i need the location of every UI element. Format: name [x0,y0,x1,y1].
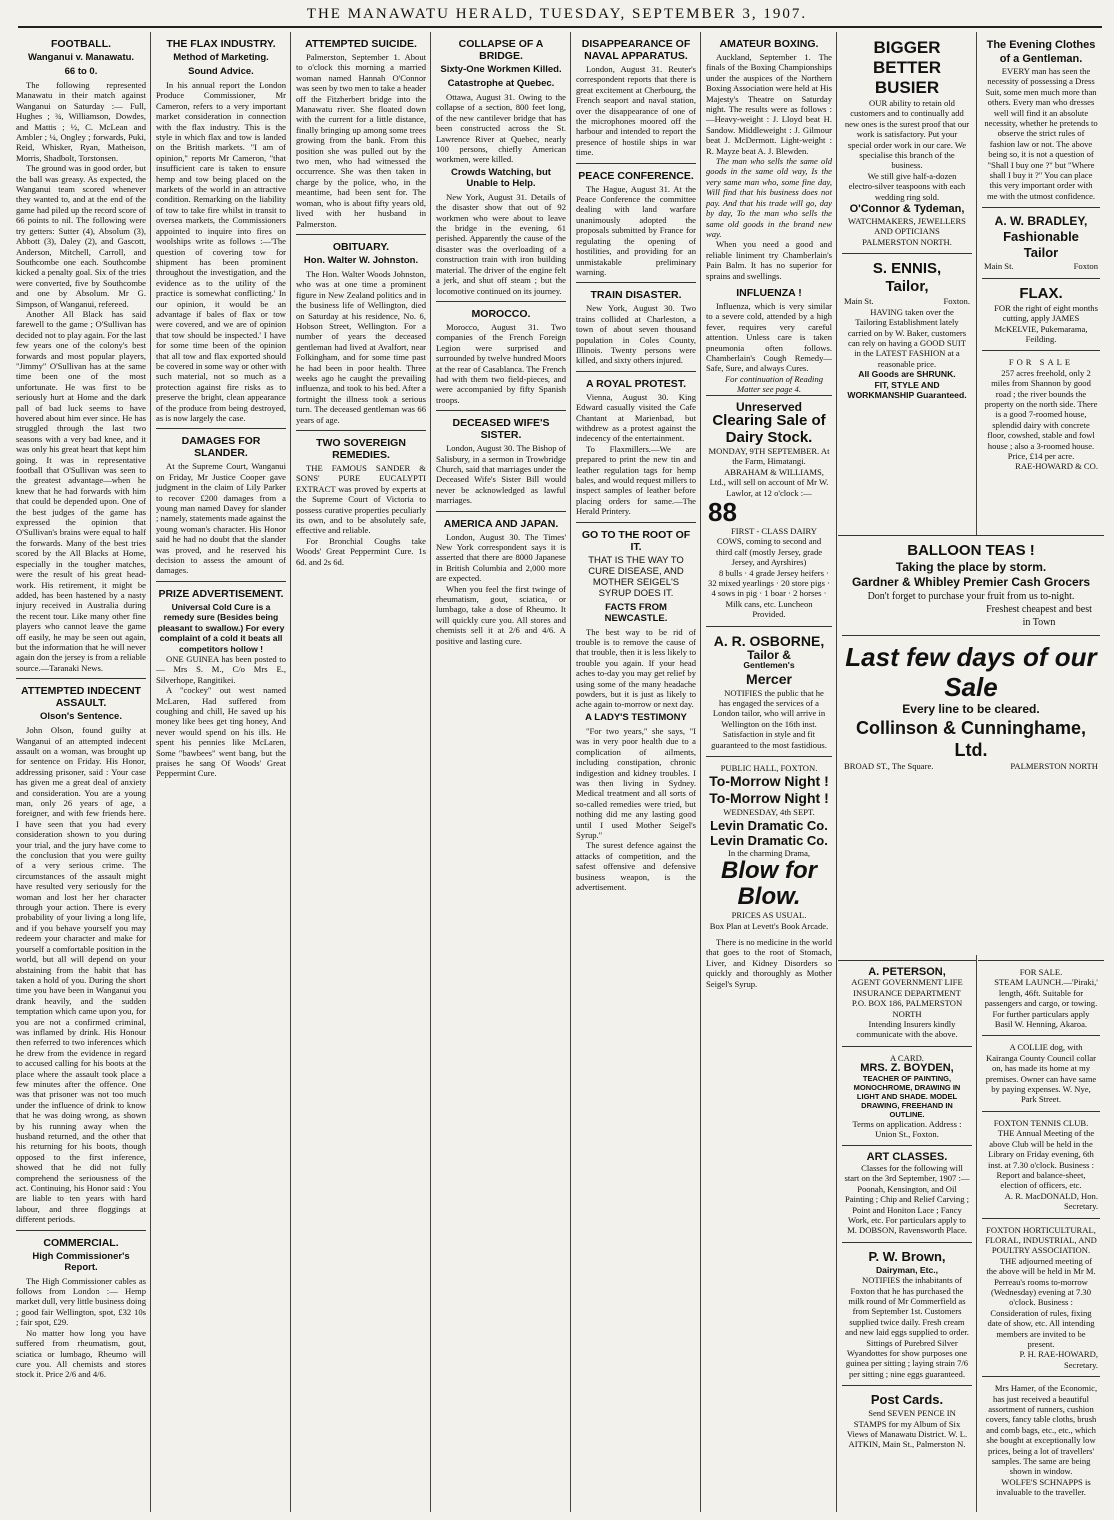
subhead: Sound Advice. [188,66,254,77]
article-text: The Hon. Walter Woods Johnston, who was at one time a prominent figure in New Zealand politics and in the business life of Wellington, died on Saturday at his residence, No. 6, Hobson Street, Wellington. For a number of years the deceased gentleman had lived at Avalfort, near Folkingham, and for some time past he had been in poor health. Three weeks ago he caught the prevailing influenza, and took to his bed. After a fortnight the illness took a serious turn. The deceased gentleman was 66 years of age. [296,268,426,425]
subhead: FACTS FROM NEWCASTLE. [604,601,668,624]
advert-text: A. R. MacDONALD, Hon. Secretary. [1004,1190,1098,1212]
subhead: High Commissioner's Report. [32,1250,130,1273]
headline-obituary: OBITUARY. [332,240,390,253]
advert-horticultural [982,1218,1100,1377]
advert-steam-launch [982,961,1100,1035]
subhead: Method of Marketing. [173,52,269,63]
advert-address [844,296,970,306]
subhead: Sixty-One Workmen Killed. [440,64,562,75]
advert-osborne [706,626,832,756]
advert-text: Main St. [844,296,874,307]
advert-title: FOXTON TENNIS CLUB. [993,1117,1089,1128]
advert-text: Main St. [984,261,1014,272]
rule [156,428,286,429]
column-7-lower [838,960,976,1512]
rule [296,234,426,235]
rule [16,678,146,679]
advert-text: PUBLIC HALL, FOXTON. [720,762,818,773]
column-3 [292,32,430,1512]
advert-evening-clothes [982,32,1100,207]
column-2 [152,32,290,1512]
advert-text: Foxton. [943,296,970,307]
advert-for-sale-land [982,350,1100,477]
headline-boxing: AMATEUR BOXING. [719,38,819,50]
advert-text: WATCHMAKERS, JEWELLERS AND OPTICIANS [848,216,966,237]
article-text: For Bronchial Coughs take Woods' Great Peppermint Cure. 1s 6d. and 2s 6d. [296,535,426,567]
rule [436,301,566,302]
advert-title: Taking the place by storm. [895,560,1047,574]
article-text: In his annual report the London Produce Commissioner, Mr Cameron, refers to a very important market consideration in connection with the flax industry. This is the style in which flax and tow is landed on the British markets. "I am of opinion," reports Mr Cameron, "that insufficient care is taken to ensure hemp and tow being placed on the markets of the world in an attractive condition. Remarking on the liability of tow to take fire whilst in transit to oversea markets, the Commissioners appointed to inquire into fires on woolships write as follows :—'The question of covering tow for shipment has been prominent throughout the investigation, and the evidence as to the utility of the practice is somewhat conflicting.' In our opinion, it would be an advantage if bales of flax or tow were covered, and we are of opinion that tow should be inspected.' I have for some time been of the opinion that all tow and flax exported should be covered in some way or other with such material, not so much as a protection against fire risks as to preserve the bright, clean appearance of the produce from being destroyed, as is now largely the case. [156,80,286,423]
rule [16,1230,146,1231]
advert-title: Unreserved [735,399,803,414]
article-text: New York, August 31. Details of the disaster show that out of 92 workmen who were about to leave the bridge in the evening, 61 perished. Apparently the cause of the disaster was the overloading of a construction train with iron building material. The driver of the engine felt a jerk, and shut off steam ; but the locomotive continued on its journey. [436,191,566,296]
article-text: London, August 30. The Times' New York correspondent says it is asserted that there are 8000 Japanese in British Columbia and 2,000 more are expected. [436,531,566,584]
article-text: Another All Black has said farewell to the game ; O'Sullivan has decided not to play again. For the last few years one of the colony's best forwards and most popular players, "Jimmy" O'Sullivan has at the same time been one of the most unfortunate. He was first to be seriously hurt at Home and the dark pall of bad luck seems to have hovered about him ever since. He has struggled through the last two seasons with a very bad knee, and it was only his great heart that kept him going. It was in representative football that O'Sullivan was seen to the greatest advantage—when he knew that he had forwards with him that could be depended upon. One of the best judges of the game has expressed the opinion that O'Sullivan's brains were equal to half the forwards. Many of the best tries scored by the All Blacks at Home, especially in the tougher matches, were the result of his great head-work. His retirement, it might be added, has been hastened by a nasty injury received in Australia during the recent tour. Like many other fine players who cannot leave the game off easily, he may be seen out again, but the information that he will never again don the jersey is from a reliable source.—Taranaki News. [16,308,146,673]
subhead: 66 to 0. [64,66,98,77]
column-5 [572,32,700,1512]
advert-text: Universal Cold Cure is a remedy sure (Besides being pleasant to swallow.) For every complaint of a cold it beats all competitors hollow ! [157,601,285,654]
advert-peterson [842,961,972,1046]
advert-text: Foxton [1073,261,1098,272]
column-divider [290,32,291,1512]
advert-text: 257 acres freehold, only 2 miles from Shannon by good road ; the river bounds the property on the north side. There is a good 7-roomed house, splendid dairy with concrete floor, cowshed, stable and fowl house ; also a 3-roomed house. Price, £14 per acre. [984,367,1098,461]
advert-title: The Evening Clothes of a Gentleman. [986,39,1096,65]
advert-text: P. H. RAE-HOWARD, Secretary. [1019,1349,1098,1370]
article-text: London, August 31. Reuter's correspondent reports that there is great excitement at Cherbourg, the French seaport and naval station, over the disappearance of one of the microphones moored off the harbour and intended to report the presence of hostile ships in war time. [576,64,696,158]
article-text: The ground was in good order, but the ball was greasy. As expected, the Wanganui team scored whenever they wanted to, and at the end of the game had piled up the record score of 66 points to nil. The following were try getters: Sutter (4), Absolum (3), Abbott (3), Daley (2), and Gascott, Anderson, Mitchell, Carroll, and Southcombe one each. Southcombe kicked a penalty goal. Six of the tries were converted, five by Southcombe and one by Absolum. Mr G. Simpson, of Wanganui, refereed. [16,163,146,309]
advert-address [844,761,1098,771]
advert-title: Levin Dramatic Co. [710,832,828,848]
advert-title: Every line to be cleared. [902,702,1040,716]
advert-text: Terms on application. Address : Union St., Foxton. [852,1118,962,1140]
advert-title: O'Connor & Tydeman, [849,203,965,216]
rule [436,511,566,512]
advert-title: Clearing Sale of Dairy Stock. [712,412,826,446]
advert-title: Gardner & Whibley Premier Cash Grocers [851,575,1091,589]
advert-text: A CARD. [890,1052,924,1063]
advert-text: A COLLIE dog, with Kairanga County Council collar on, has made its home at my premises. Owner can have same by paying expenses. W. Nye, Park Street. [985,1042,1097,1105]
masthead-rule [18,26,1102,28]
article-text: The surest defence against the attacks of competition, and the safest offensive and defensive business weapon, is the advertisement. [576,840,696,892]
article-text: Influenza, which is very similar to a severe cold, attended by a high fever, requires very careful attention. Unless care is taken pneumonia often follows. Chamberlain's Cough Remedy—Safe, Sure, and always Cures. [706,300,832,374]
advert-text: ABRAHAM & WILLIAMS, Ltd., will sell on account of Mr W. Lawlor, at 12 o'clock :— [709,466,829,498]
advert-text: In the charming Drama, [727,847,811,858]
subhead: Olson's Sentence. [40,711,122,723]
advert-text: EVERY man has seen the necessity of possessing a Dress Suit, some men much more than others. Every man who dresses well will find it an absolute necessity, whether he pretends to observe the strict rules of fashion law or not. The above being so, it is not a question of "Shall I buy one ?" but "Where shall I buy it ?" You can place this very important order with me with the utmost confidence. [984,66,1098,201]
advert-text: P.O. BOX 186, PALMERSTON NORTH [851,998,963,1019]
column-divider [836,32,837,1512]
advert-title: Tailor & [747,647,791,662]
advert-text: Don't forget to purchase your fruit from us to-night. [867,591,1075,602]
headline-assault: ATTEMPTED INDECENT ASSAULT. [21,685,141,710]
article-text: When you need a good and reliable liniment try Chamberlain's Pain Balm. It has no superior for sprains and swellings. [706,239,832,281]
advert-text: Freshest cheapest and best in Town [986,604,1092,628]
headline-train: TRAIN DISASTER. [590,289,682,302]
advert-text: WEDNESDAY, 4th SEPT. [723,807,815,818]
rule [576,282,696,283]
advert-text: Sittings of Purebred Silver Wyandottes for show purposes one guinea per sitting ; laying strain 7/6 per sitting ; nine eggs guaranteed. [845,1337,969,1379]
advert-title: A. R. OSBORNE, [713,632,825,649]
rule [576,371,696,372]
advert-title: Last few days of our Sale [845,642,1097,702]
column-divider [430,32,431,1512]
advert-title: To-Morrow Night ! [709,790,829,807]
advert-title: Levin Dramatic Co. [710,817,828,833]
subhead: Catastrophe at Quebec. [447,78,555,89]
advert-title: Gentlemen's [743,660,795,671]
advert-title: Fashionable [1003,229,1079,245]
advert-text: NOTIFIES the public that he has engaged the services of a London tailor, who will arrive in Wellington on the 16th inst. Satisfaction in style and fit guaranteed to the most fastidious. [711,687,827,750]
masthead: THE MANAWATU HERALD, TUESDAY, SEPTEMBER 3, 1907. [306,6,808,22]
advert-collinson [842,635,1100,777]
advert-clearing-sale [706,395,832,626]
rule [436,410,566,411]
advert-text: Box Plan at Levett's Book Arcade. [709,920,829,931]
headline-sister: DECEASED WIFE'S SISTER. [452,417,550,442]
article-text: The best way to be rid of trouble is to remove the cause of that trouble, then it is less likely to trouble you again. If your head aches to-day you may get relief by using some of the many headache powders, but it is just as likely to ache again to-morrow or next day. [576,626,696,710]
advert-text: BROAD ST., The Square. [844,761,934,771]
advert-text: FIRST - CLASS DAIRY COWS, coming to second and third calf (mostly Jersey, grade Jersey, and Ayrshires) [715,526,823,568]
headline-commercial: COMMERCIAL. [43,1236,119,1249]
advert-title: Tailor [1023,245,1059,261]
column-divider [700,32,701,1512]
advert-title: FLAX. [1019,284,1063,302]
subhead: Hon. Walter W. Johnston. [303,254,419,266]
advert-text: WOLFE'S SCHNAPPS is invaluable to the traveller. [996,1476,1091,1498]
subhead: THAT IS THE WAY TO CURE DISEASE, AND MOTHER SEIGEL'S SYRUP DOES IT. [588,554,684,599]
advert-title: Post Cards. [870,1392,944,1408]
article-text: Auckland, September 1. The finals of the Boxing Championships under the auspices of the Northern Boxing Association were held at His Majesty's Theatre on Saturday night. The results were as follows :—Heavy-weight : J. Lloyd beat H. Sandow. Middleweight : J. Gilmour beat J. McDermott. Light-weight : R. Mayze beat A. J. Blewden. [706,52,832,156]
advert-text: PALMERSTON NORTH. [862,236,952,247]
advert-title: All Goods are SHRUNK. [858,369,956,380]
headline-america-japan: AMERICA AND JAPAN. [443,517,559,530]
advert-title: TEACHER OF PAINTING, MONOCHROME, DRAWING IN LIGHT AND SHADE. MODEL DRAWING, FREEHAND IN OUTLINE. [853,1073,961,1119]
advert-text: MONDAY, 9TH SEPTEMBER. At the Farm, Himatangi. [708,446,830,467]
article-text: The Hague, August 31. At the Peace Conference the committee dealing with land warfare unanimously adopted the proposals submitted by France for regulating the opening of hostilities, and providing for an unmistakable preliminary warning. [576,183,696,277]
headline-root: GO TO THE ROOT OF IT. [581,528,691,553]
headline-influenza: INFLUENZA ! [736,286,802,299]
column-1 [12,32,150,1512]
headline-naval: DISAPPEARANCE OF NAVAL APPARATUS. [581,38,691,62]
article-text: The High Commissioner cables as follows from London :— Hemp market dull, very little business doing ; good fair Wellington, spot, £32 10s ; fair spot, £29. [16,1275,146,1328]
article-text: Ottawa, August 31. Owing to the collapse of a section, 800 feet long, of the new cantilever bridge that has been constructed across the St. Lawrence River at Quebec, nearly 100 persons, chiefly American workmen, were killed. [436,92,566,165]
advert-title: S. ENNIS, [872,260,942,278]
advert-hamer [982,1376,1100,1503]
advert-text: THE Annual Meeting of the above Club will be held in the Library on Friday evening, 6th inst. at 7.30 o'clock. Business : Report and balance-sheet, election of officers, etc. [987,1128,1095,1191]
advert-title: FOXTON HORTICULTURAL, FLORAL, INDUSTRIAL, AND POULTRY ASSOCIATION. [985,1224,1097,1256]
article-text: New York, August 30. Two trains collided at Charleston, a town of about seven thousand population in Coles County, Illinois. Twenty persons were killed, and sixty others injured. [576,303,696,366]
column-divider [150,32,151,1512]
headline-remedies: TWO SOVEREIGN REMEDIES. [316,437,406,461]
article-text: At the Supreme Court, Wanganui on Friday, Mr Justice Cooper gave judgment in the claim of Lily Parker to recover £200 damages from a young man named Davey for slander ; namely, statements made against the young woman's character. His Honor said he had no doubt that the slander was proved, and he reserved his decision to assess the amount of damages. [156,461,286,576]
headline-football: FOOTBALL. [50,38,112,50]
continuation-note: For continuation of Reading Matter see page 4. [724,373,824,395]
article-text: Palmerston, September 1. About to o'clock this morning a married woman named Hannah O'Connor was seen by two men to take a header off the Fitzherbert bridge into the Manawatu river. She floated down with the current for a little distance, finally bringing up among some trees growing from the bank. From this position she was pulled out by the two men, who had witnessed the occurrence. She was then taken in charge by the police, who, in the meantime, had been sent for. The woman, who is about fifty years old, lived with her husband in Palmerston. [296,52,426,229]
subhead: Wanganui v. Manawatu. [27,52,135,63]
column-6 [702,32,836,1512]
advert-text: STEAM LAUNCH.—'Piraki,' length, 46ft. Suitable for passengers and cargo, or towing. For further particulars apply Basil W. Henning, Akaroa. [984,977,1098,1030]
advert-text: RAE-HOWARD & CO. [1015,461,1098,472]
article-text: ONE GUINEA has been posted to— Mrs S. M., C/o Mrs E., Silverhope, Rangitikei. [156,653,286,685]
column-divider [570,32,571,1512]
headline-suicide: ATTEMPTED SUICIDE. [305,38,417,50]
advert-ennis [842,253,972,406]
advert-flax [982,278,1100,351]
advert-title: Tailor, [885,278,929,296]
subhead: A LADY'S TESTIMONY [585,711,687,723]
advert-boyden [842,1046,972,1146]
article-text: There is no medicine in the world that goes to the root of Stomach, Liver, and Kidney Disorders so quickly and thoroughly as Mother Seigel's Syrup. [706,936,832,989]
article-text: THE FAMOUS SANDER & SONS' PURE EUCALYPTI EXTRACT was proved by experts at the Supreme Court of Victoria to possess curative properties peculiarly its own, and to be absolutely safe, effective and reliable. [296,463,426,536]
headline-royal: A ROYAL PROTEST. [586,377,686,390]
advert-title: BIGGER BETTER BUSIER [873,38,941,97]
rule [576,522,696,523]
advert-text: AGENT GOVERNMENT LIFE INSURANCE DEPARTMENT [851,977,963,998]
advert-title: Mercer [746,670,792,687]
rule [296,430,426,431]
advert-title: Dairyman, Etc., [875,1264,939,1275]
advert-text: NOTIFIES the inhabitants of Foxton that he has purchased the milk round of Mr Commerfield as from September 1st. Customers supplied twice daily. Fresh cream and new laid eggs supplied to order. [845,1275,969,1338]
advert-title: A. PETERSON, [868,966,946,978]
advert-oconnor [842,32,972,253]
advert-title: Collinson & Cunninghame, Ltd. [856,718,1086,760]
article-text: John Olson, found guilty at Wanganui of an attempted indecent assault on a woman, was brought up for sentence on Friday. His Honor, addressing prisoner, said : Your case has given me a great deal of anxiety and consideration. You are a young man, only 26 years of age, a foreigner, and with few friends here. I have seen that you had every consideration shown to you during your trial, and the jury have come to the conclusion that you were guilty of a very serious crime. The circumstances of the assault might have resulted very seriously for the woman and lost her her character through your action. There is every probability of your living a long life, and if you behave yourself you may redeem your character and make for yourself a comfortable position in the world, but all will depend on your abstaining from the habit that has taken a hold of you. During the short time you have been in Wanganui you drank heavily, and the sudden temptation which came upon you, for you are not a confirmed criminal, was inflamed by drink. His Honour then referred to two inferences which he drew from the evidence in regard to accused calling for his boots at the place where the assault took place a few minutes after the offence. One was that prisoner was not too much under the influence of drink to know that he was doing wrong, as shown by his running away when the husband returned, and the other that his returning for his boots, though opposed to the first inference, showed that he did not fully comprehend the seriousness of the act. Continuing, his Honor said : You are liable to ten years with hard labour, and three floggings at different periods. [16,725,146,1225]
advert-post-cards [842,1385,972,1456]
rule [156,581,286,582]
advert-text: 8 bulls · 4 grade Jersey heifers · 32 mixed yearlings · 20 store pigs · 4 sows in pig · 1 boar · 2 horses · Milk cans, etc. Luncheon Provided. [708,567,830,620]
advert-title: FIT, STYLE AND WORKMANSHIP Guaranteed. [847,379,967,400]
advert-title: To-Morrow Night ! [709,773,829,790]
rule [576,163,696,164]
advert-text: We still give half-a-dozen electro-silver teaspoons with each wedding ring sold. [848,170,966,202]
headline-slander: DAMAGES FOR SLANDER. [181,435,261,460]
article-text: To Flaxmillers.—We are prepared to print the new tin and leather regulation tags for hemp bales, and would request millers to inspect samples of leather before placing orders for same.—The Herald Printery. [576,443,696,517]
advert-title: Blow for Blow. [721,857,817,911]
article-text: Morocco, August 31. Two companies of the French Foreign Legion were surprised and surrounded by twelve hundred Moors at the rear of Casablanca. The French had with them two field-pieces, and were accompanied by fifty Spanish troops. [436,321,566,405]
advert-title: MRS. Z. BOYDEN, [860,1062,954,1075]
advert-brown [842,1242,972,1385]
headline-morocco: MOROCCO. [471,307,531,320]
column-4 [432,32,570,1512]
advert-address [984,261,1098,271]
headline-peace: PEACE CONFERENCE. [578,169,694,182]
headline-prize: PRIZE ADVERTISEMENT. [158,587,284,600]
article-text: "For two years," she says, "I was in very poor health due to a complication of ailments, including constipation, chronic indigestion and kidney troubles. I was then living in Sydney. Medical treatment and all sorts of so-called remedies were tried, but nothing did me any lasting good until I used Mother Seigel's Syrup." [576,725,696,840]
advert-title: BALLOON TEAS ! [907,542,1035,559]
advert-text: THE adjourned meeting of the above will be held in Mr M. Perreau's rooms to-morrow (Wednesday) evening at 7.30 o'clock. Business : Consideration of rules, fixing date of show, etc. All intending members are invited to be present. [986,1255,1096,1349]
advert-title: ART CLASSES. [866,1151,948,1164]
advert-number: 88 [708,497,737,528]
advert-balloon-teas [842,536,1100,635]
advert-text: Send SEVEN PENCE IN STAMPS for my Album of Six Views of Manawatu District. W. L. AITKIN, Main St., Palmerston N. [846,1408,968,1450]
article-text: London, August 30. The Bishop of Salisbury, in a sermon in Trowbridge Church, said that marriages under the Deceased Wife's Sister Bill would never be acknowledged as lawful marriages. [436,443,566,506]
advert-title: A. W. BRADLEY, [994,214,1088,229]
advert-art-classes [842,1145,972,1241]
advert-bradley [982,207,1100,277]
advert-text: PALMERSTON NORTH [1010,761,1098,771]
advert-tennis [982,1111,1100,1218]
advert-text: FOR the right of eight months cutting, apply JAMES McKELVIE, Pukemarama, Feilding. [994,302,1098,344]
advert-title: FOR SALE [1008,357,1074,368]
advert-title: P. W. Brown, [868,1248,946,1264]
verse: The man who sells the same old goods in the same old way, Is the very same man who, some fine day, Will find that his business does not pay. And that his trade will go, day by day, To the man who sells the same old goods in the brand new way. [706,156,832,239]
advert-text: HAVING taken over the Tailoring Establishment lately carried on by W. Baker, customers can rely on having a GOOD SUIT in the LATEST FASHION at a reasonable price. [847,306,967,369]
advert-title: FOR SALE. [1019,967,1063,977]
article-text: The following represented Manawatu in their match against Wanganui on Saturday :— Full, Hughes ; ¾, Williamson, Dowdes, and Mattis ; ½, C. McLean and Ambler ; ¼, Ongley ; forwards, Puki, Reid, Whisker, Ryan, Matheison, Morris, Shadbolt, Torstonsen. [16,80,146,163]
advert-collie [982,1035,1100,1110]
advert-text: Mrs Hamer, of the Economic, has just received a beautiful assortment of runners, cushion covers, fancy table cloths, brush and comb bags, etc., etc., which she bought at exceptionally low prices, being a lot of travellers' samples. The same are being shown in window. [985,1383,1098,1477]
headline-flax: THE FLAX INDUSTRY. [166,38,276,50]
advert-text: Classes for the following will start on the 3rd September, 1907 :— Poonah, Kensington, and Oil Painting ; Chip and Relief Carving ; Point and Honiton Lace ; Fancy Work, etc. For particulars apply to M. DOBSON, Ravensworth Place. [844,1162,970,1236]
advert-public-hall [706,756,832,937]
article-text: When you feel the first twinge of rheumatism, gout, sciatica, or lumbago, take a dose of Rheumo. It will quickly cure you. All stores and chemists sell it at 2/6 and 4/6. A positive and lasting cure. [436,583,566,646]
wide-advert-area [838,535,1104,955]
advert-text: OUR ability to retain old customers and to continually add new ones is the surest proof that our work is satisfactory. Put your special order work in our care. We specialise this branch of the business. [844,98,970,171]
article-text: Vienna, August 30. King Edward casually visited the Cafe Chantant at Marienbad, but withdrew as a protest against the indecency of the entertainment. [576,391,696,444]
advert-text: Intending Insurers kindly communicate with the above. [856,1019,958,1040]
advert-text: PRICES AS USUAL. [731,910,807,921]
headline-bridge: COLLAPSE OF A BRIDGE. [458,38,544,62]
subhead: Crowds Watching, but Unable to Help. [451,166,551,189]
article-text: A "cockey" out west named McLaren, Had suffered from coughing and chill, He saved up his money like bees get ting honey, And never would spend on his ills. He spent his pennies like McLaren, Some "bawbees" went bang, but the praises he sang Of Woods' Great Peppermint Cure. [156,685,286,779]
column-8-lower [978,960,1104,1512]
article-text: No matter how long you have suffered from rheumatism, gout, sciatica or lumbago, Rheumo will cure you. All chemists and stores stock it. Price 2/6 and 4/6. [16,1327,146,1380]
